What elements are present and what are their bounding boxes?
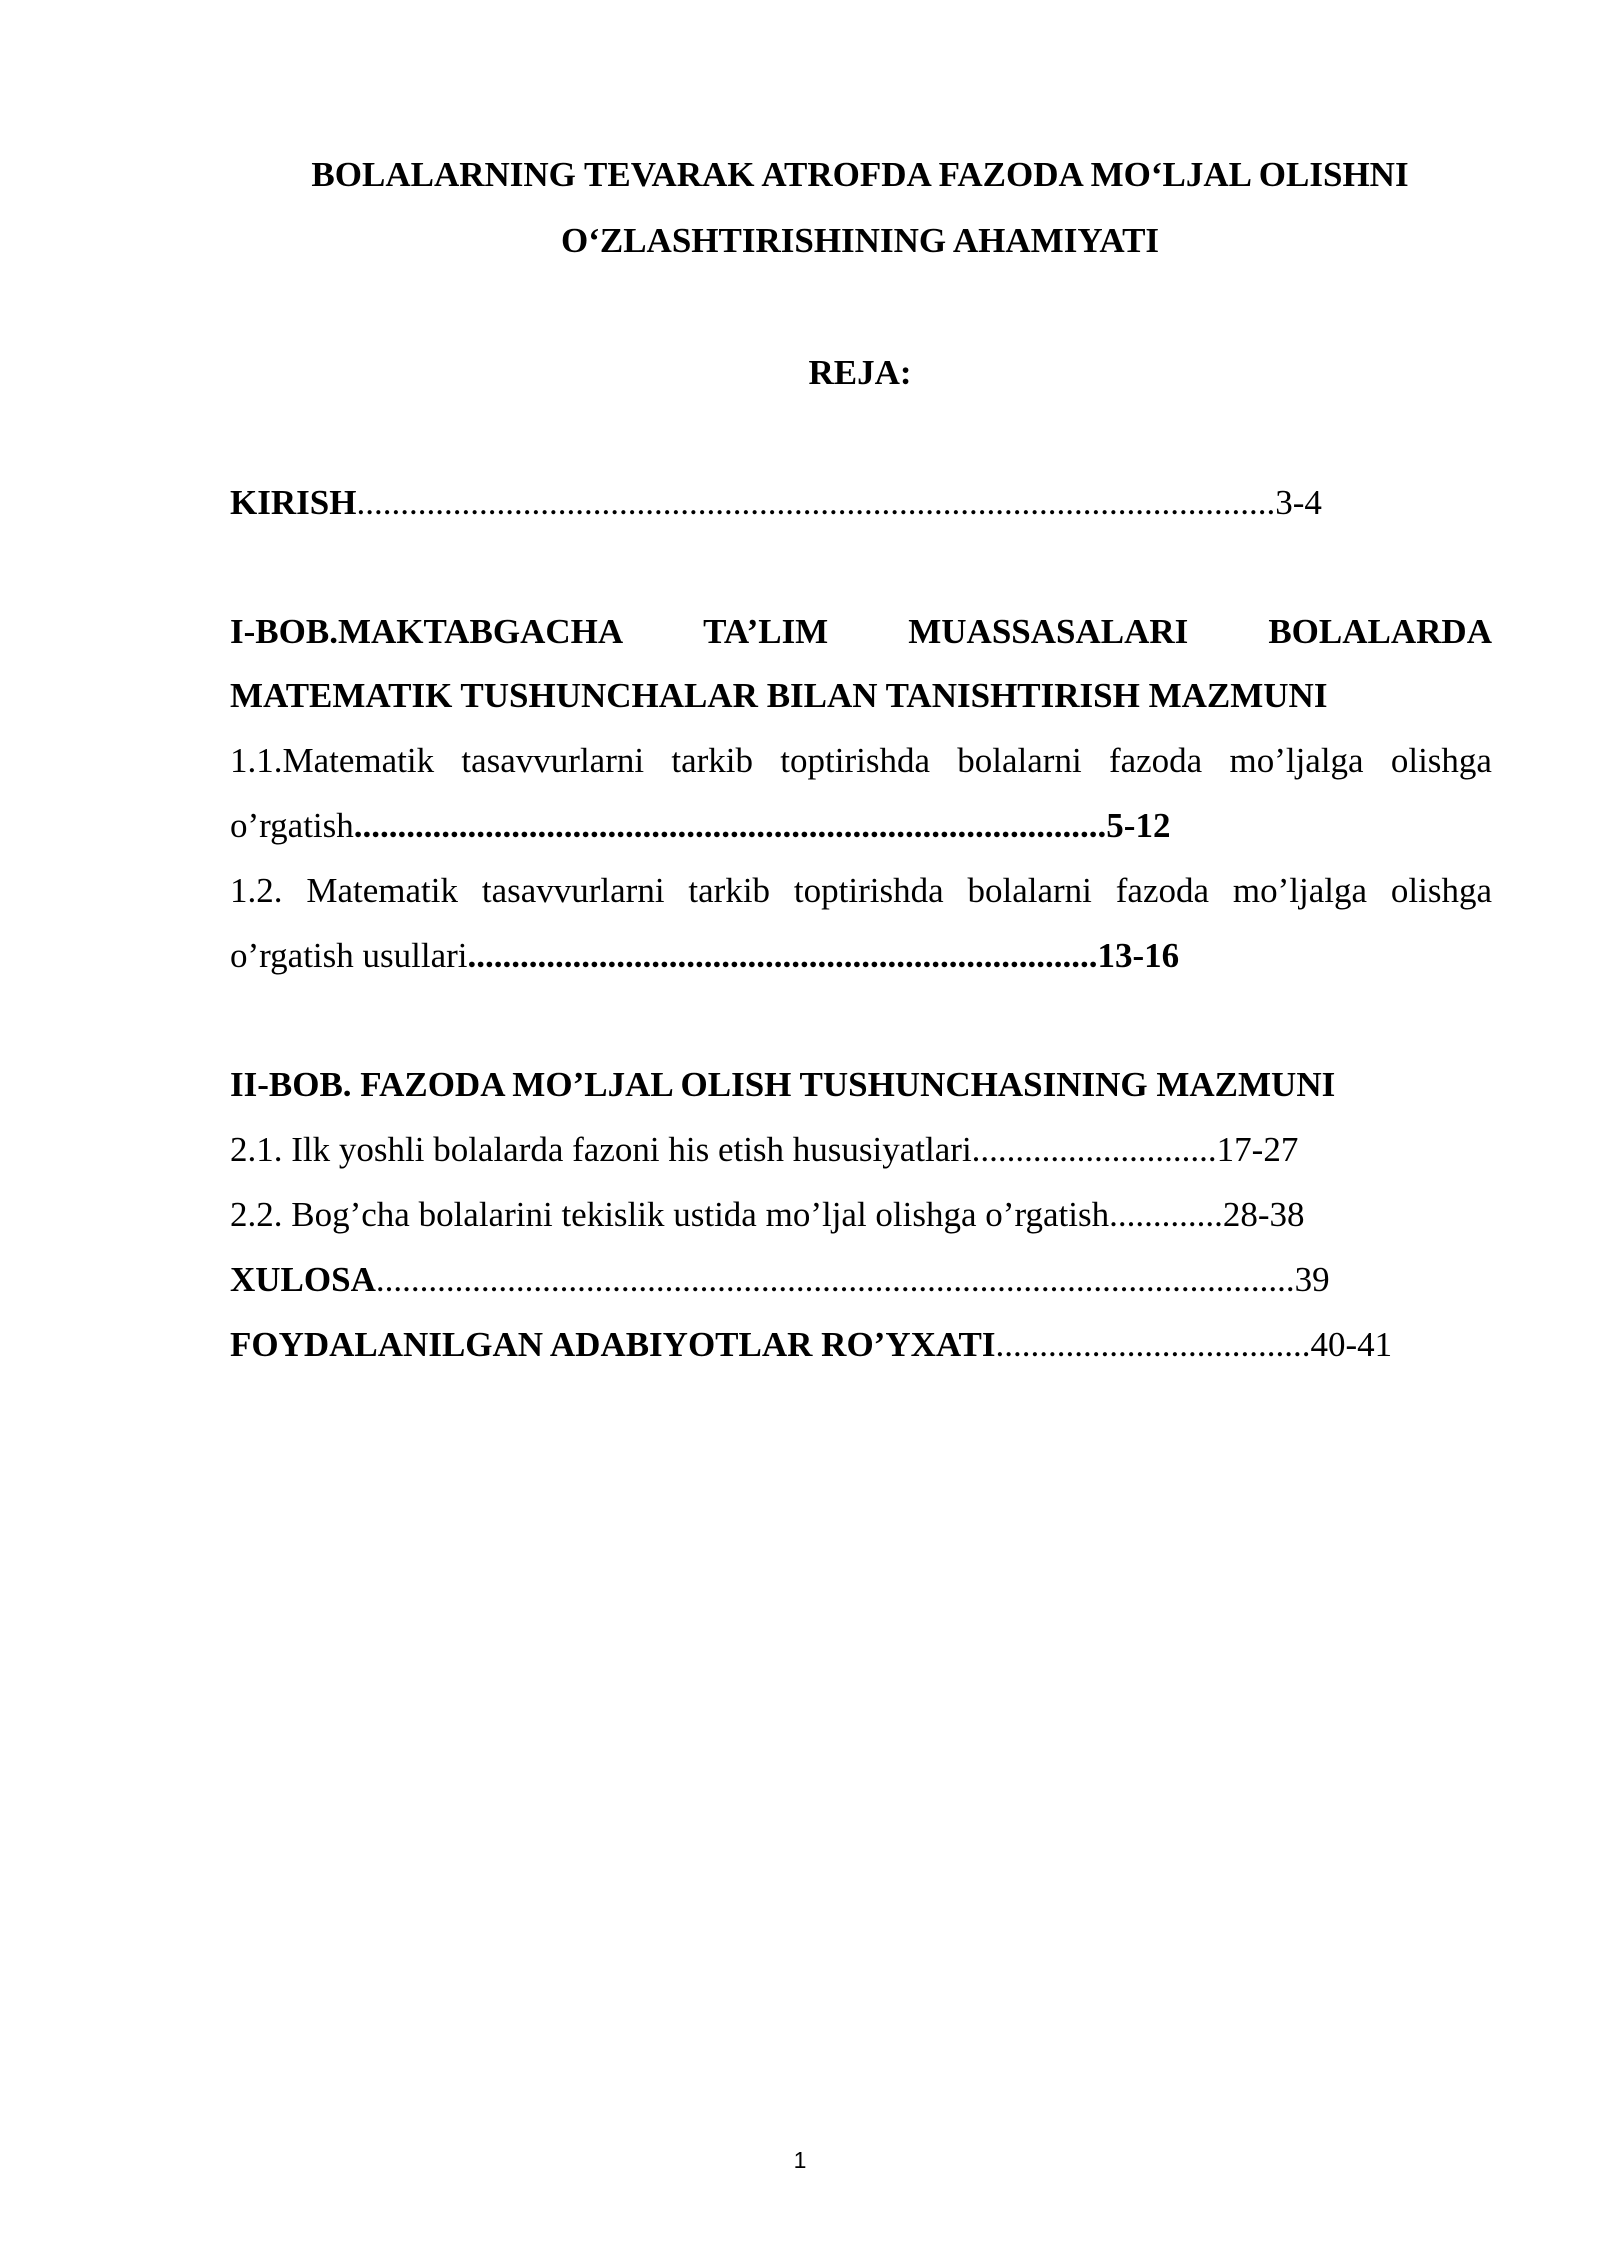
chapter1-word: TA’LIM (703, 612, 829, 651)
toc-entry-references[interactable] (230, 1322, 1392, 1368)
section-word: mo’ljalga (1229, 741, 1364, 780)
section-word: mo’ljalga (1232, 871, 1368, 910)
section-word: fazoda (1115, 871, 1210, 910)
chapter1-word: I-BOB.MAKTABGACHA (230, 612, 624, 651)
toc-conclusion-pages: 39 (1294, 1260, 1330, 1299)
section-2-1-text: 2.1. Ilk yoshli bolalarda fazoni his etish hususiyatlari (230, 1130, 972, 1169)
section-word: tarkib (688, 871, 771, 910)
section-1-2-leader: ........................................................................ (467, 936, 1098, 975)
section-word: olishga (1390, 871, 1492, 910)
section-word: bolalarni (967, 871, 1092, 910)
toc-chapter-1-heading-line-2: MATEMATIK TUSHUNCHALAR BILAN TANISHTIRISH MAZMUNI (230, 676, 1328, 715)
toc-conclusion-leader: ......................................................................................................... (375, 1260, 1295, 1299)
section-1-1-leader: ...................................................................................... (353, 806, 1107, 845)
toc-section-1-2-line-2[interactable] (230, 933, 1179, 979)
section-word: 1.2. (230, 871, 283, 910)
section-word: fazoda (1108, 741, 1203, 780)
toc-section-1-2-line-1[interactable] (230, 868, 1492, 914)
chapter1-word: MUASSASALARI (908, 612, 1189, 651)
toc-entry-intro[interactable] (230, 480, 1322, 526)
document-title-line-2: O‘ZLASHTIRISHINING AHAMIYATI (560, 221, 1160, 260)
section-word: toptirishda (793, 871, 944, 910)
toc-conclusion-label: XULOSA (230, 1260, 376, 1299)
section-word: bolalarni (957, 741, 1082, 780)
toc-entry-conclusion[interactable] (230, 1257, 1330, 1303)
section-word: olishga (1390, 741, 1492, 780)
section-2-1-leader: ............................ (971, 1130, 1217, 1169)
section-1-1-pages: 5-12 (1106, 806, 1171, 845)
section-word: Matematik (306, 871, 458, 910)
toc-intro-label: KIRISH (230, 483, 357, 522)
section-1-2-pages: 13-16 (1097, 936, 1180, 975)
toc-references-pages: 40-41 (1310, 1325, 1393, 1364)
toc-intro-leader: ......................................................................................................... (356, 483, 1276, 522)
section-word: tarkib (671, 741, 754, 780)
page-number: 1 (793, 2147, 807, 2173)
section-1-2-text: o’rgatish usullari (230, 936, 468, 975)
section-1-1-text: o’rgatish (230, 806, 354, 845)
section-word: 1.1.Matematik (230, 741, 435, 780)
toc-section-2-2[interactable] (230, 1192, 1304, 1238)
section-word: tasavvurlarni (481, 871, 665, 910)
toc-section-1-1-line-1[interactable] (230, 738, 1492, 784)
toc-section-2-1[interactable] (230, 1127, 1298, 1173)
section-2-2-pages: 28-38 (1222, 1195, 1305, 1234)
plan-heading: REJA: (808, 353, 912, 392)
section-word: tasavvurlarni (461, 741, 645, 780)
toc-intro-pages: 3-4 (1275, 483, 1322, 522)
chapter1-word: BOLALARDA (1268, 612, 1492, 651)
toc-chapter-2-heading[interactable]: II-BOB. FAZODA MO’LJAL OLISH TUSHUNCHASINING MAZMUNI (230, 1065, 1336, 1104)
document-title-line-1: BOLALARNING TEVARAK ATROFDA FAZODA MO‘LJAL OLISHNI (311, 155, 1409, 194)
section-2-2-text: 2.2. Bog’cha bolalarini tekislik ustida mo’ljal olishga o’rgatish (230, 1195, 1110, 1234)
toc-chapter-1-heading-line-1[interactable] (230, 609, 1492, 655)
section-2-2-leader: ............. (1109, 1195, 1223, 1234)
toc-references-label: FOYDALANILGAN ADABIYOTLAR RO’YXATI (230, 1325, 996, 1364)
toc-section-1-1-line-2[interactable] (230, 803, 1170, 849)
toc-references-leader: .................................... (995, 1325, 1311, 1364)
section-word: toptirishda (780, 741, 930, 780)
section-2-1-pages: 17-27 (1216, 1130, 1299, 1169)
